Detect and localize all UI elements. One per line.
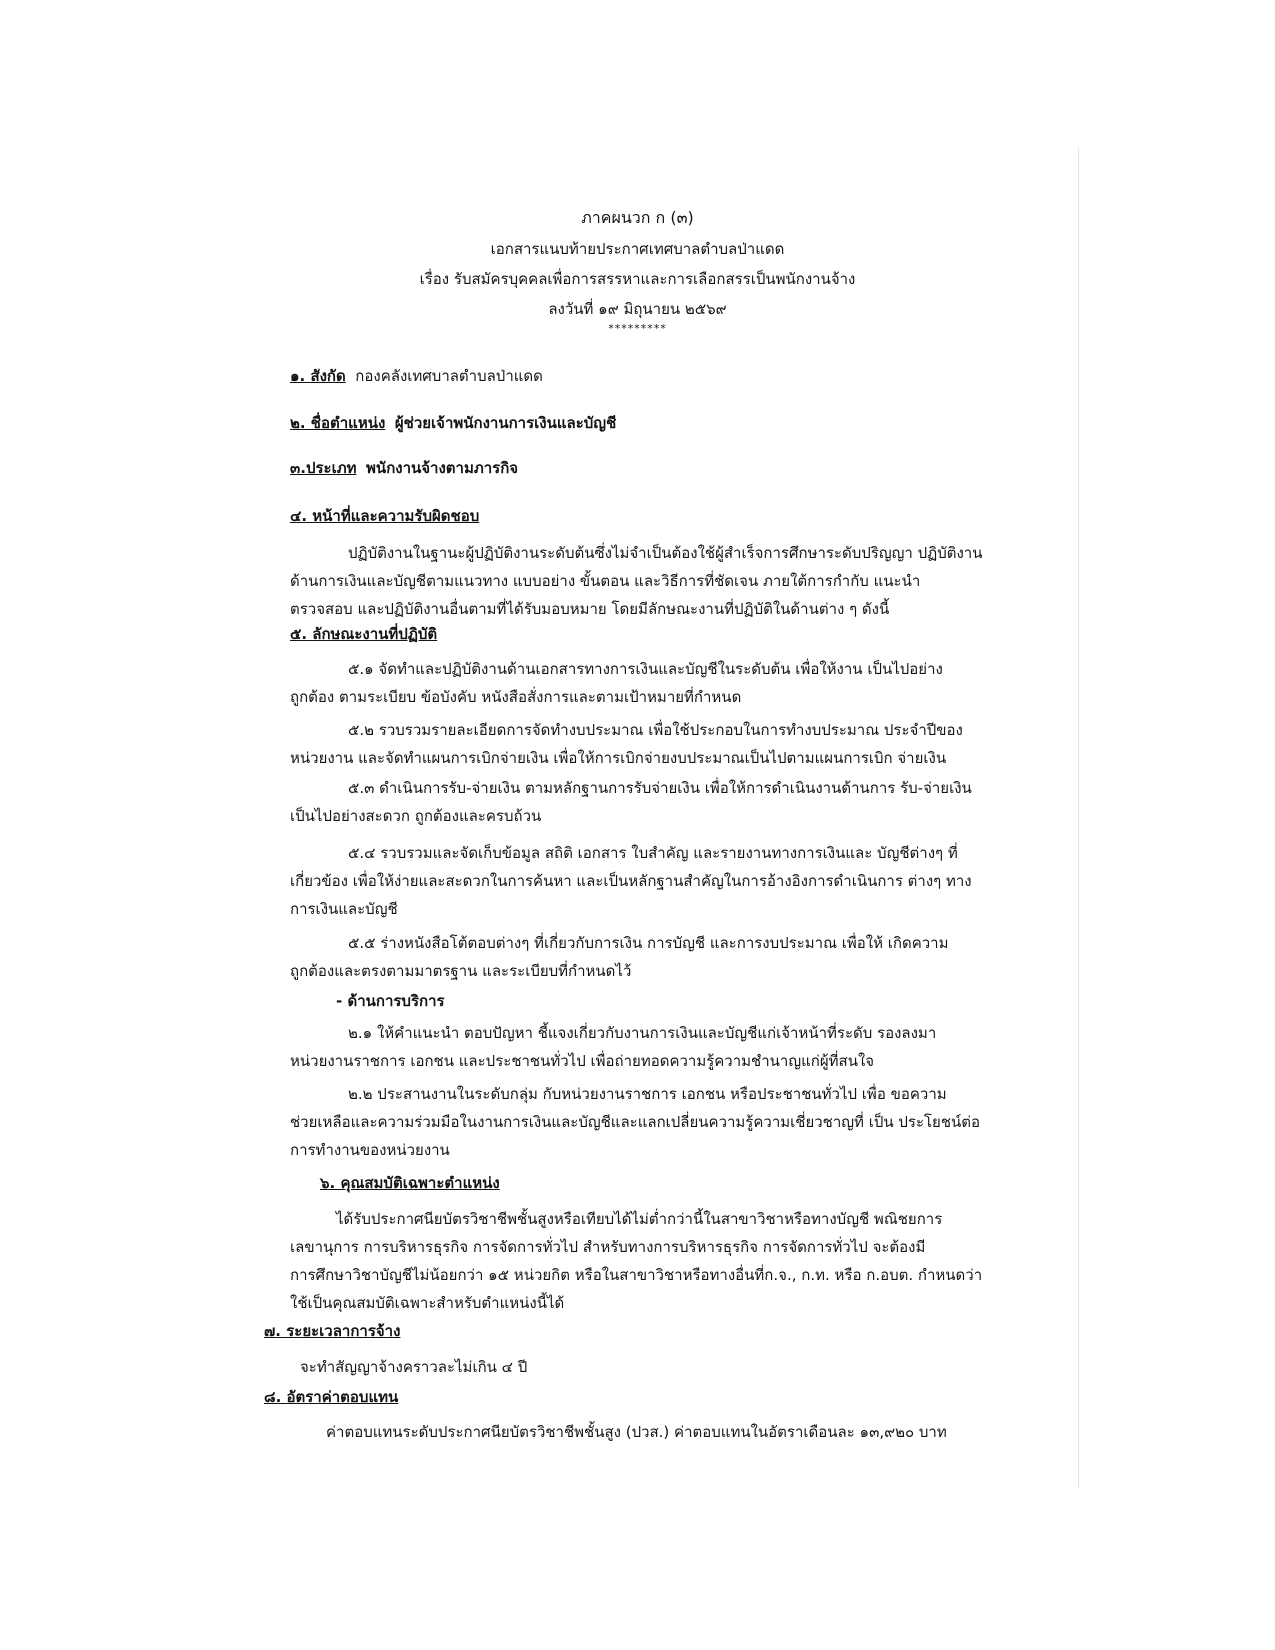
section-3-value: พนักงานจ้างตามภารกิจ (366, 459, 519, 477)
section-6-line: การศึกษาวิชาบัญชีไม่น้อยกว่า ๑๕ หน่วยกิต หรือในสาขาวิชาหรือทางอื่นที่ก.จ., ก.ท. หรือ ก.อบต. กำหนดว่า (290, 1266, 983, 1284)
item-5-2-line: หน่วยงาน และจัดทำแผนการเบิกจ่ายเงิน เพื่อให้การเบิกจ่ายงบประมาณเป็นไปตามแผนการเบิก จ่ายเงิน (290, 749, 947, 767)
item-5-1-line: ถูกต้อง ตามระเบียบ ข้อบังคับ หนังสือสั่งการและตามเป้าหมายที่กำหนด (290, 688, 742, 706)
section-4-line: ด้านการเงินและบัญชีตามแนวทาง แบบอย่าง ขั้นตอน และวิธีการที่ชัดเจน ภายใต้การกำกับ แนะนำ (290, 572, 921, 590)
subject-line: เรื่อง รับสมัครบุคคลเพื่อการสรรหาและการเลือกสรรเป็นพนักงานจ้าง (419, 270, 856, 288)
section-2 (290, 412, 616, 434)
section-2-label: ๒. ชื่อตำแหน่ง (290, 414, 386, 432)
section-5-heading: ๕. ลักษณะงานที่ปฏิบัติ (290, 625, 438, 643)
section-6-line: ได้รับประกาศนียบัตรวิชาชีพชั้นสูงหรือเทียบได้ไม่ต่ำกว่านี้ในสาขาวิชาหรือทางบัญชี พณิชยการ (336, 1210, 943, 1228)
section-1 (290, 365, 543, 387)
section-2-value: ผู้ช่วยเจ้าพนักงานการเงินและบัญชี (394, 414, 617, 432)
section-4-line: ตรวจสอบ และปฏิบัติงานอื่นตามที่ได้รับมอบหมาย โดยมีลักษณะงานที่ปฏิบัติในด้านต่าง ๆ ดังนี้ (290, 600, 890, 618)
item-5-3-line: เป็นไปอย่างสะดวก ถูกต้องและครบถ้วน (290, 807, 542, 825)
item-2-2-line: ๒.๒ ประสานงานในระดับกลุ่ม กับหน่วยงานราชการ เอกชน หรือประชาชนทั่วไป เพื่อ ขอความ (348, 1085, 947, 1103)
item-5-4-line: การเงินและบัญชี (290, 900, 398, 918)
item-2-2-line: ช่วยเหลือและความร่วมมือในงานการเงินและบัญชีและแลกเปลี่ยนความรู้ความเชี่ยวชาญที่ เป็น ประโยชน์ต่อ (290, 1113, 981, 1131)
item-5-5-line: ๕.๕ ร่างหนังสือโต้ตอบต่างๆ ที่เกี่ยวกับการเงิน การบัญชี และการงบประมาณ เพื่อให้ เกิดความ (348, 934, 949, 952)
item-5-5-line: ถูกต้องและตรงตามมาตรฐาน และระเบียบที่กำหนดไว้ (290, 962, 632, 980)
annex-title: ภาคผนวก ก (๓) (581, 208, 694, 227)
item-5-4-line: ๕.๔ รวบรวมและจัดเก็บข้อมูล สถิติ เอกสาร ใบสำคัญ และรายงานทางการเงินและ บัญชีต่างๆ ที่ (348, 844, 958, 862)
stars-divider: ********* (608, 322, 667, 335)
section-7-text: จะทำสัญญาจ้างคราวละไม่เกิน ๔ ปี (300, 1358, 528, 1376)
section-4-line: ปฏิบัติงานในฐานะผู้ปฏิบัติงานระดับต้นซึ่งไม่จำเป็นต้องใช้ผู้สำเร็จการศึกษาระดับปริญญา ปฏิบัติงาน (348, 544, 983, 562)
scan-page-edge (1078, 148, 1079, 1488)
item-2-2-line: การทำงานของหน่วยงาน (290, 1141, 450, 1159)
section-1-label: ๑. สังกัด (290, 367, 346, 385)
item-5-2-line: ๕.๒ รวบรวมรายละเอียดการจัดทำงบประมาณ เพื่อใช้ประกอบในการทำงบประมาณ ประจำปีของ (348, 721, 963, 739)
section-6-heading: ๖. คุณสมบัติเฉพาะตำแหน่ง (320, 1174, 500, 1192)
section-1-value: กองคลังเทศบาลตำบลป่าแดด (355, 367, 543, 385)
document-line: เอกสารแนบท้ายประกาศเทศบาลตำบลป่าแดด (490, 240, 785, 258)
section-8-heading: ๘. อัตราค่าตอบแทน (264, 1388, 399, 1406)
section-6-line: เลขานุการ การบริหารธุรกิจ การจัดการทั่วไป สำหรับทางการบริหารธุรกิจ การจัดการทั่วไป จะต้องมี (290, 1238, 926, 1256)
section-8-text: ค่าตอบแทนระดับประกาศนียบัตรวิชาชีพชั้นสูง (ปวส.) ค่าตอบแทนในอัตราเดือนละ ๑๓,๙๒๐ บาท (326, 1423, 947, 1441)
section-3-label: ๓.ประเภท (290, 459, 357, 477)
section-3 (290, 457, 518, 479)
item-2-1-line: หน่วยงานราชการ เอกชน และประชาชนทั่วไป เพื่อถ่ายทอดความรู้ความชำนาญแก่ผู้ที่สนใจ (290, 1052, 875, 1070)
section-6-line: ใช้เป็นคุณสมบัติเฉพาะสำหรับตำแหน่งนี้ได้ (290, 1294, 565, 1312)
section-4-heading: ๔. หน้าที่และความรับผิดชอบ (290, 507, 480, 525)
date-line: ลงวันที่ ๑๙ มิถุนายน ๒๕๖๙ (548, 300, 727, 318)
section-7-heading: ๗. ระยะเวลาการจ้าง (264, 1322, 401, 1340)
item-5-1-line: ๕.๑ จัดทำและปฏิบัติงานด้านเอกสารทางการเงินและบัญชีในระดับต้น เพื่อให้งาน เป็นไปอย่าง (348, 660, 943, 678)
item-5-3-line: ๕.๓ ดำเนินการรับ-จ่ายเงิน ตามหลักฐานการรับจ่ายเงิน เพื่อให้การดำเนินงานด้านการ รับ-จ่ายเงิน (348, 779, 972, 797)
service-heading: - ด้านการบริการ (336, 992, 445, 1010)
item-5-4-line: เกี่ยวข้อง เพื่อให้ง่ายและสะดวกในการค้นหา และเป็นหลักฐานสำคัญในการอ้างอิงการดำเนินการ ต่างๆ ทาง (290, 872, 972, 890)
item-2-1-line: ๒.๑ ให้คำแนะนำ ตอบปัญหา ชี้แจงเกี่ยวกับงานการเงินและบัญชีแก่เจ้าหน้าที่ระดับ รองลงมา (348, 1024, 937, 1042)
